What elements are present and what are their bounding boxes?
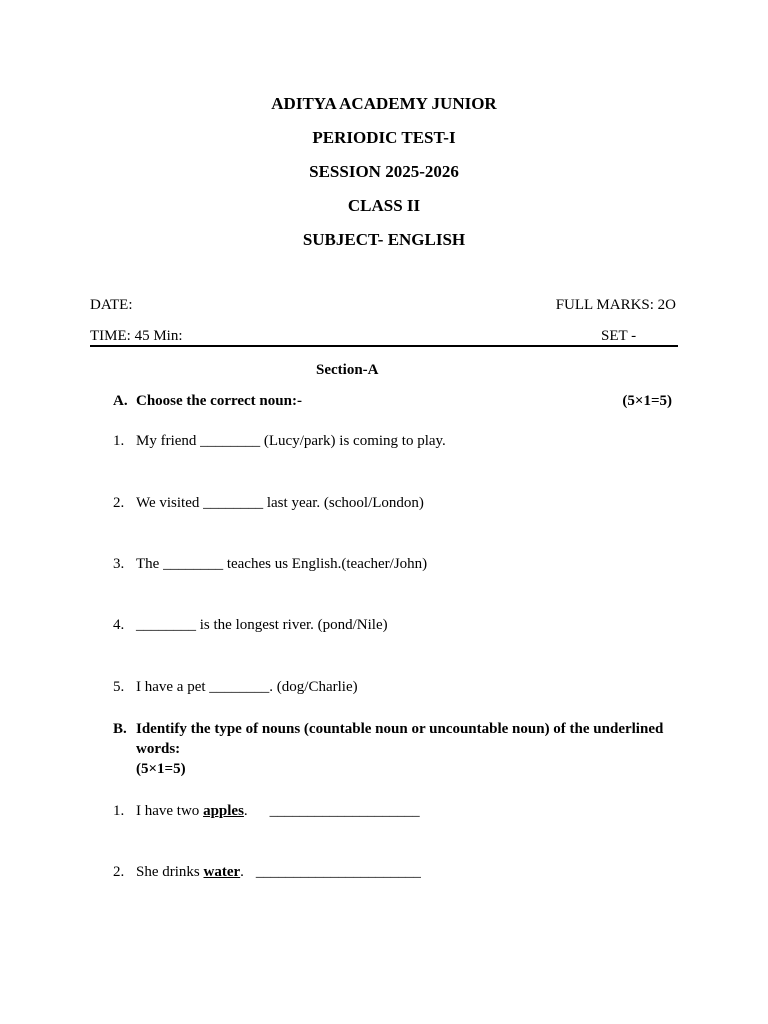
- underlined-word: water: [203, 864, 241, 880]
- subject: SUBJECT- ENGLISH: [302, 230, 466, 249]
- header-divider: [90, 345, 678, 347]
- part-a-instruction: Choose the correct noun:-: [136, 393, 302, 409]
- part-b-marks: (5×1=5): [136, 761, 186, 777]
- part-b-letter: B.: [113, 721, 127, 737]
- part-a-marks: (5×1=5): [622, 393, 672, 409]
- question-number: 2.: [113, 495, 125, 511]
- answer-blank[interactable]: ____________________: [269, 803, 420, 819]
- full-marks: FULL MARKS: 2O: [555, 297, 676, 313]
- question-text: [136, 863, 421, 881]
- answer-blank[interactable]: ______________________: [255, 864, 421, 880]
- test-name: PERIODIC TEST-I: [312, 128, 456, 147]
- school-name: ADITYA ACADEMY JUNIOR: [271, 94, 497, 113]
- question-number: 1.: [113, 433, 125, 449]
- set-label: SET -: [601, 328, 637, 344]
- question-number: 3.: [113, 556, 125, 572]
- question-text: We visited ________ last year. (school/London): [136, 495, 424, 511]
- question-text: My friend ________ (Lucy/park) is coming to play.: [136, 433, 446, 449]
- session: SESSION 2025-2026: [309, 162, 459, 181]
- underlined-word: apples: [203, 803, 244, 819]
- part-b-instruction: Identify the type of nouns (countable noun or uncountable noun) of the underlined words:: [136, 721, 664, 757]
- question-text: ________ is the longest river. (pond/Nile): [136, 617, 388, 633]
- question-number: 1.: [113, 803, 125, 819]
- question-text: I have a pet ________. (dog/Charlie): [136, 679, 358, 695]
- part-a-letter: A.: [113, 393, 128, 409]
- question-text: [136, 802, 420, 820]
- question-prefix: I have two: [136, 803, 204, 819]
- class-name: CLASS II: [347, 196, 421, 215]
- date-label: DATE:: [90, 297, 133, 313]
- question-number: 2.: [113, 864, 125, 880]
- question-number: 5.: [113, 679, 125, 695]
- section-title: Section-A: [316, 362, 379, 378]
- question-number: 4.: [113, 617, 125, 633]
- question-text: The ________ teaches us English.(teacher/John): [136, 556, 428, 572]
- time-label: TIME: 45 Min:: [90, 328, 183, 344]
- question-suffix: .: [243, 803, 248, 819]
- question-suffix: .: [240, 864, 244, 880]
- question-prefix: She drinks: [136, 864, 204, 880]
